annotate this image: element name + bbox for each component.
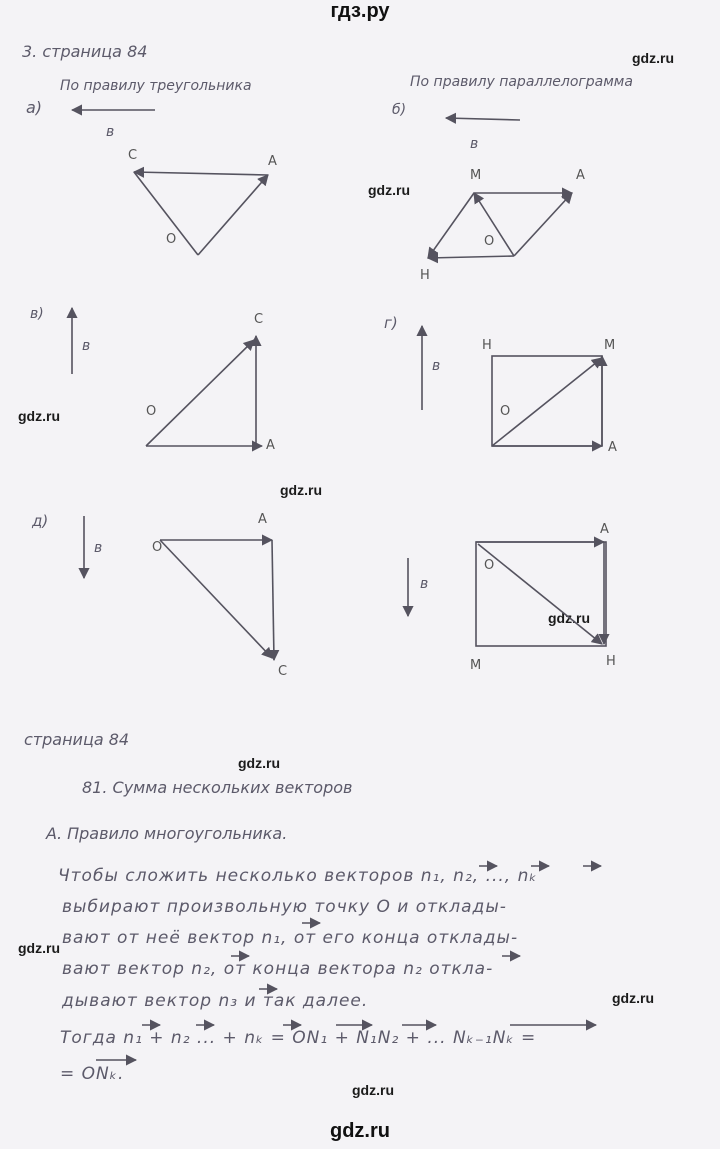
segment-co xyxy=(134,172,198,255)
watermark: gdz.ru xyxy=(548,610,590,626)
watermark: gdz.ru xyxy=(18,940,60,956)
part-a-letter: а) xyxy=(26,98,43,117)
vector-b-label: в xyxy=(432,358,441,374)
segment-oh xyxy=(478,544,602,644)
page2-heading: страница 84 xyxy=(24,730,130,749)
vector-b-label: в xyxy=(420,576,429,592)
formula-line: = ONₖ. xyxy=(60,1064,125,1084)
segment-oh xyxy=(428,256,514,258)
point-m-label: M xyxy=(470,658,482,673)
segment-om xyxy=(492,358,602,446)
segment-oc xyxy=(160,540,272,658)
rule-parallelogram: По правилу параллелограмма xyxy=(410,74,633,90)
watermark: gdz.ru xyxy=(238,755,280,771)
point-a-label: A xyxy=(600,522,609,537)
segment-om xyxy=(474,193,514,256)
rule-triangle: По правилу треугольника xyxy=(60,78,252,94)
segment-oc xyxy=(146,340,254,446)
vector-b-arrow xyxy=(446,118,520,120)
part-v-letter: в) xyxy=(30,306,44,322)
vector-b-label: в xyxy=(106,124,115,140)
section-title: 81. Сумма нескольких векторов xyxy=(82,778,353,797)
segment-oa xyxy=(514,193,572,256)
segment-ac xyxy=(134,172,268,175)
watermark: gdz.ru xyxy=(368,182,410,198)
point-o-label: O xyxy=(484,558,495,573)
point-m-label: M xyxy=(470,168,482,183)
segment-oa xyxy=(198,175,268,255)
watermark: gdz.ru xyxy=(632,50,674,66)
point-h-label: H xyxy=(420,268,430,283)
formula-line: Тогда n₁ + n₂ ... + nₖ = ON₁ + N₁N₂ + ... Nₖ₋₁Nₖ = xyxy=(60,1028,537,1048)
vector-b-label: в xyxy=(94,540,103,556)
part-g-letter: г) xyxy=(384,314,398,332)
point-a-label: A xyxy=(266,438,275,453)
point-c-label: C xyxy=(128,148,138,163)
text-line: выбирают произвольную точку O и отклады- xyxy=(62,897,507,917)
point-a-label: A xyxy=(576,168,585,183)
point-m-label: M xyxy=(604,338,616,353)
watermark: gdz.ru xyxy=(18,408,60,424)
text-line: дывают вектор n₃ и так далее. xyxy=(62,991,369,1011)
point-o-label: O xyxy=(500,404,511,419)
point-c-label: C xyxy=(254,312,264,327)
site-footer[interactable]: gdz.ru xyxy=(330,1120,390,1142)
part-d-letter: д) xyxy=(32,512,49,530)
point-o-label: O xyxy=(152,540,163,555)
page1-heading: 3. страница 84 xyxy=(22,42,148,61)
text-line: вают от неё вектор n₁, от его конца отклады- xyxy=(62,928,519,948)
point-o-label: O xyxy=(484,234,495,249)
point-h-label: H xyxy=(606,654,616,669)
vector-b-label: в xyxy=(82,338,91,354)
site-header[interactable]: гдз.ру xyxy=(330,0,390,22)
text-line: Чтобы сложить несколько векторов n₁, n₂, ..., nₖ xyxy=(58,866,538,886)
point-a-label: A xyxy=(258,512,267,527)
watermark: gdz.ru xyxy=(352,1082,394,1098)
point-o-label: O xyxy=(166,232,177,247)
watermark: gdz.ru xyxy=(280,482,322,498)
segment-ac xyxy=(272,540,274,660)
vector-b-label: в xyxy=(470,136,479,152)
point-a-label: A xyxy=(268,154,277,169)
point-c-label: C xyxy=(278,664,288,679)
part-b-letter: б) xyxy=(392,102,407,118)
text-line: вают вектор n₂, от конца вектора n₂ откла- xyxy=(62,959,494,979)
watermark: gdz.ru xyxy=(612,990,654,1006)
point-o-label: O xyxy=(146,404,157,419)
subsection-title: А. Правило многоугольника. xyxy=(46,824,288,843)
point-a-label: A xyxy=(608,440,617,455)
point-h-label: H xyxy=(482,338,492,353)
segment-mh xyxy=(428,193,474,258)
